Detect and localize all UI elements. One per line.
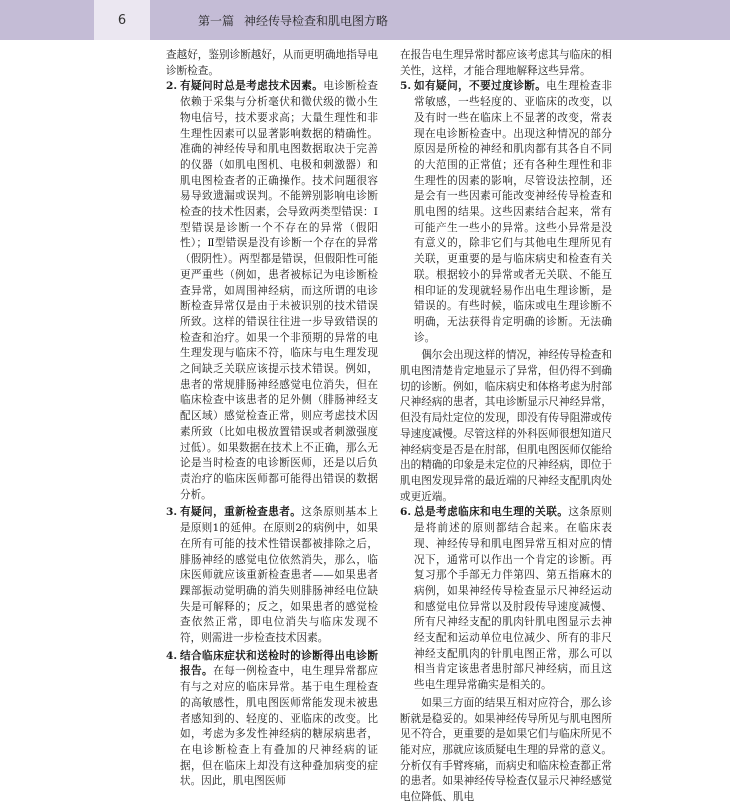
principle-heading: 总是考虑临床和电生理的关联。 [414, 506, 569, 519]
left-lead-paragraph: 查越好，鉴别诊断越好，从而更明确地指导电诊断检查。 [166, 49, 378, 77]
body-paragraph: 如果三方面的结果互相对应符合，那么诊断就是稳妥的。如果神经传导所见与肌电图所见不符合，更重要的是如果它们与临床所见不能对应，那就应该质疑电生理的异常的意义。分析仅有手臂疼痛，而病史和临床检查都正常的患者。如果神经传导检查仅显示尺神经感觉电位降低、肌电 [400, 696, 612, 804]
body-paragraph: 偶尔会出现这样的情况，神经传导检查和肌电图清楚肯定地显示了异常，但仍得不到确切的诊断。例如，临床病史和体格考虑为肘部尺神经病的患者，其电诊断显示尺神经异常，但没有局灶定位的发现，即没有传导阻滞或传导速度减慢。尽管这样的外科医师很想知道尺神经病变是否是在肘部，但肌电图医师仅能给出的精确的印象是未定位的尺神经病，即位于肌电图发现异常的最近端的尺神经支配肌肉处或更近端。 [400, 349, 612, 503]
principle-body: 电诊断检查依赖于采集与分析毫伏和微伏级的微小生物电信号，技术要求高；大量生理性和非生理性因素可以显著影响数据的精确性。准确的神经传导和肌电图数据取决于完善的仪器（如肌电图机、电极和刺激器）和肌电图检查者的正确操作。技术问题很容易导致遗漏或误判。不能辨别影响电诊断检查的技术性因素，会导致两类型错误：Ⅰ型错误是诊断一个不存在的异常（假阳性）；Ⅱ型错误是没有诊断一个存在的异常（假阴性）。两型都是错误，但假阳性可能更严重些（例如，患者被标记为电诊断检查异常，如周围神经病，而这所谓的电诊断检查异常仅是由于未被识别的技术错误所致。这样的错误往往进一步导致错误的检查和治疗。如果一个非预期的异常的电生理发现与临床不符，临床与电生理发现之间缺乏关联应该提示技术错误。例如，患者的常规腓肠神经感觉电位消失，但在临床检查中该患者的足外侧（腓肠神经支配区域）感觉检查正常，则应考虑技术因素所致（比如电极放置错误或者刺激强度过低）。如果数据在技术上不正确，那么无论是当时检查的电诊断医师，还是以后负责治疗的临床医师都可能得出错误的数据分析。 [180, 80, 379, 501]
right-column [400, 48, 613, 804]
numbered-principle [166, 79, 378, 503]
principle-number: 4. [166, 649, 178, 662]
principle-text [414, 505, 612, 693]
page-header [0, 0, 730, 40]
numbered-principle [166, 505, 378, 646]
principle-text [180, 505, 378, 646]
numbered-principle [400, 79, 612, 346]
principle-body: 这条原则是将前述的原则都结合起来。在临床表现、神经传导和肌电图异常互相对应的情况下，通常可以作出一个肯定的诊断。再复习那个手部无力伴第四、第五指麻木的病例，如果神经传导检查显示尺神经运动和感觉电位异常以及肘段传导速度减慢、所有尺神经支配的肌肉针肌电图显示去神经支配和运动单位电位减少、所有的非尺神经支配肌肉的针肌电图正常，那么可以相当肯定该患者患肘部尺神经病，而且这些电生理异常确实是相关的。 [414, 506, 613, 692]
principle-number: 2. [166, 80, 178, 93]
principle-heading: 有疑问时总是考虑技术因素。 [180, 80, 324, 93]
principle-body: 这条原则基本上是原则1的延伸。在原则2的病例中，如果在所有可能的技术性错误都被排除之后，腓肠神经的感觉电位依然消失，那么，临床医师就应该重新检查患者——如果患者踝部振动觉明确的消失则腓肠神经电位缺失是可解释的；反之，如果患者的感觉检查依然正常，即电位消失与临床发现不符，则需进一步检查技术因素。 [180, 506, 379, 645]
principle-number: 5. [400, 80, 412, 93]
page-number: 6 [94, 0, 150, 40]
header-left-band [0, 0, 94, 40]
numbered-principle [166, 649, 378, 790]
principle-text [414, 79, 612, 346]
part-label: 第一篇 [198, 13, 235, 28]
part-title: 神经传导检查和肌电图方略 [244, 13, 389, 28]
principle-text [180, 649, 378, 790]
left-column [166, 48, 379, 788]
principle-heading: 有疑问，重新检查患者。 [180, 506, 302, 519]
principle-number: 6. [400, 506, 412, 519]
numbered-principle [400, 505, 612, 693]
principle-heading: 如有疑问，不要过度诊断。 [414, 80, 547, 93]
principle-text [180, 79, 378, 503]
right-lead-paragraph: 在报告电生理异常时都应该考虑其与临床的相关性，这样，才能合理地解释这些异常。 [400, 49, 612, 77]
principle-body: 电生理检查非常敏感，一些轻度的、亚临床的改变，以及有时一些在临床上不显著的改变，常表现在电诊断检查中。出现这种情况的部分原因是所检的神经和肌肉都有其各自不同的大范围的正常值；还有各种生理性和非生理性的因素的影响，尽管设法控制，还是会有一些因素可能改变神经传导检查和肌电图的结果。这些因素结合起来，常有可能产生一些小的异常。这些小异常是没有意义的，除非它们与其他电生理所见有关联，更重要的是与临床病史和检查有关联。根据较小的异常或者无关联、不能互相印证的发现就轻易作出电生理诊断，是错误的。有些时候，临床或电生理诊断不明确，无法获得肯定明确的诊断。无法确诊。 [414, 80, 613, 344]
body-columns [166, 48, 613, 804]
running-title [150, 0, 730, 40]
principle-number: 3. [166, 506, 178, 519]
principle-body: 在每一例检查中，电生理异常都应有与之对应的临床异常。基于电生理检查的高敏感性，肌电图医师常能发现未被患者感知到的、轻度的、亚临床的改变。比如，考虑为多发性神经病的糖尿病患者，在电诊断检查上有叠加的尺神经病的证据，但在临床上却没有这种叠加病变的症状。因此，肌电图医师 [180, 665, 379, 788]
principle-heading: 结合临床症状和送检时的诊断得出电诊断报告。 [180, 649, 378, 678]
